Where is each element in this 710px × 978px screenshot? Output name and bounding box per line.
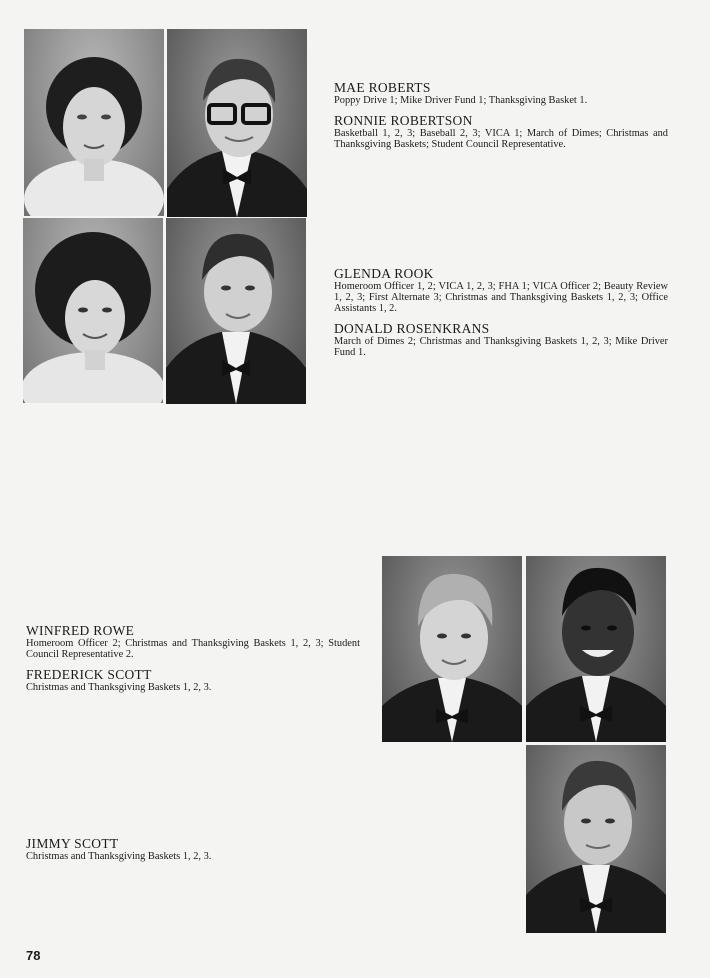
entry-mae-roberts	[334, 80, 668, 106]
student-activities: March of Dimes 2; Christmas and Thanksgiving Baskets 1, 2, 3; Mike Driver Fund 1.	[334, 336, 668, 359]
entry-ronnie-robertson	[334, 113, 668, 150]
entry-winfred-rowe	[26, 623, 360, 660]
entry-donald-rosenkrans	[334, 321, 668, 358]
student-name: DONALD ROSENKRANS	[334, 321, 490, 336]
portrait-ronnie-robertson	[167, 29, 307, 217]
portrait-glenda-rook	[23, 218, 163, 403]
student-name: FREDERICK SCOTT	[26, 667, 152, 682]
portrait-donald-rosenkrans	[166, 218, 306, 404]
student-activities: Christmas and Thanksgiving Baskets 1, 2, 3.	[26, 682, 212, 693]
student-name: JIMMY SCOTT	[26, 836, 119, 851]
student-activities: Poppy Drive 1; Mike Driver Fund 1; Thanksgiving Basket 1.	[334, 95, 588, 106]
student-activities: Homeroom Officer 1, 2; VICA 1, 2, 3; FHA 1; VICA Officer 2; Beauty Review 1, 2, 3; First Alternate 3; Christmas and Thanksgiving Baskets 1, 2, 3; Office Assistants 1, 2.	[334, 281, 668, 315]
entry-jimmy-scott	[26, 836, 360, 862]
student-activities: Christmas and Thanksgiving Baskets 1, 2, 3.	[26, 851, 212, 862]
student-name: GLENDA ROOK	[334, 266, 434, 281]
student-name: MAE ROBERTS	[334, 80, 431, 95]
portrait-winfred-rowe	[382, 556, 522, 742]
student-name: WINFRED ROWE	[26, 623, 135, 638]
student-activities: Homeroom Officer 2; Christmas and Thanksgiving Baskets 1, 2, 3; Student Council Representative 2.	[26, 638, 360, 661]
entry-frederick-scott	[26, 667, 360, 693]
page-number: 78	[26, 948, 41, 963]
portrait-jimmy-scott	[526, 745, 666, 933]
portrait-frederick-scott	[526, 556, 666, 742]
portrait-mae-roberts	[24, 29, 164, 216]
student-activities: Basketball 1, 2, 3; Baseball 2, 3; VICA 1; March of Dimes; Christmas and Thanksgiving Baskets; Student Council Representative.	[334, 128, 668, 151]
student-name: RONNIE ROBERTSON	[334, 113, 473, 128]
entry-glenda-rook	[334, 266, 668, 315]
